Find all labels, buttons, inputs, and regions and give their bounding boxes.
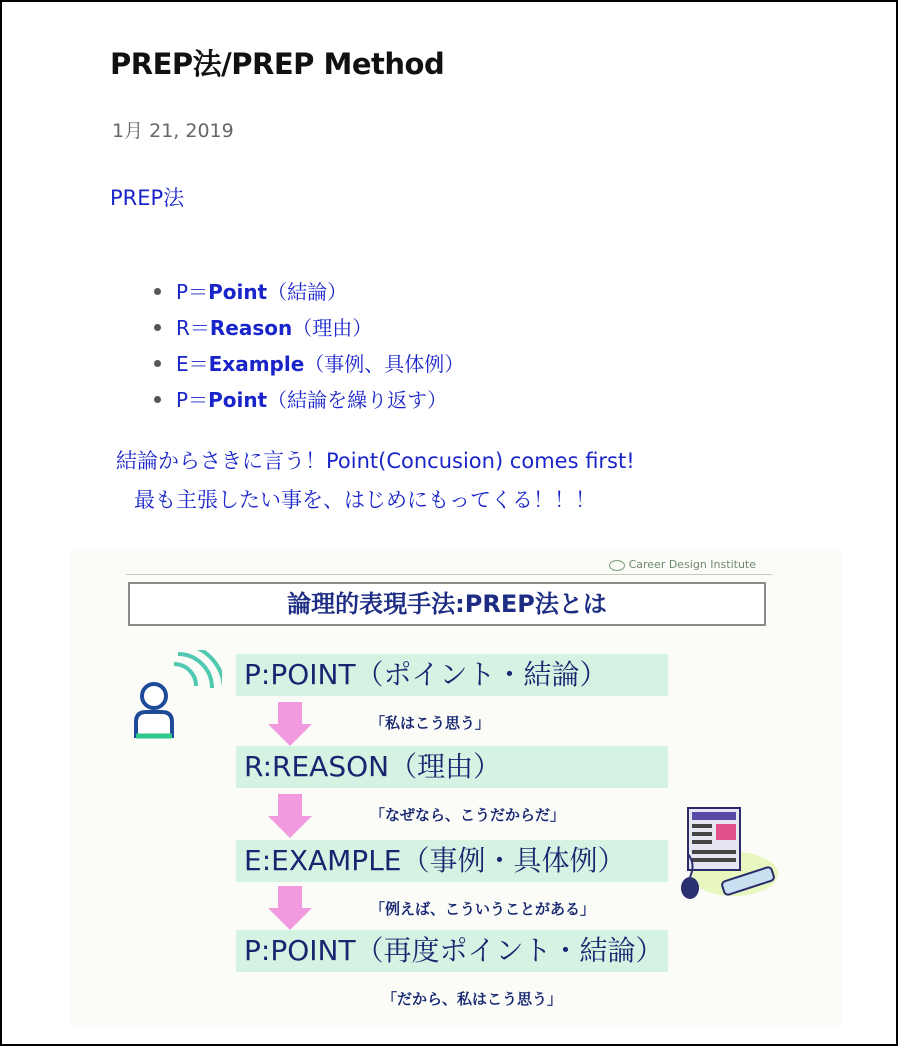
bullet-icon: [154, 324, 161, 331]
step-quote: 「なぜなら、こうだからだ」: [370, 806, 566, 824]
list-item: [154, 274, 464, 310]
lead-line-1: 結論からさきに言う！Point(Concusion) comes first!: [116, 449, 635, 473]
list-item-prefix: R＝: [176, 316, 210, 340]
step-reason: R:REASON（理由）: [236, 746, 668, 788]
brand-label: [609, 558, 756, 571]
bullet-icon: [154, 360, 161, 367]
person-speaking-icon: [132, 650, 222, 742]
list-item-note: （結論を繰り返す）: [267, 388, 448, 412]
post-date: 1月 21, 2019: [112, 120, 234, 142]
section-label: PREP法: [110, 186, 185, 210]
step-quote: 「私はこう思う」: [370, 714, 491, 732]
list-item-term: Point: [208, 280, 268, 304]
post-title: PREP法/PREP Method: [110, 47, 445, 81]
divider: [126, 574, 772, 575]
list-item: [154, 382, 464, 418]
prep-list: [154, 274, 464, 418]
list-item-prefix: P＝: [176, 388, 209, 412]
newspaper-icon: [676, 804, 780, 904]
list-item-term: Example: [208, 352, 305, 376]
list-item-note: （事例、具体例）: [304, 352, 465, 376]
list-item-prefix: E＝: [176, 352, 209, 376]
brand-logo-icon: [609, 560, 625, 571]
prep-slide-image: [70, 548, 842, 1028]
list-item-prefix: P＝: [176, 280, 209, 304]
step-point-repeat: P:POINT（再度ポイント・結論）: [236, 930, 668, 972]
list-item: [154, 310, 464, 346]
down-arrow-icon: [268, 702, 312, 746]
list-item-note: （結論）: [267, 280, 348, 304]
down-arrow-icon: [268, 794, 312, 838]
down-arrow-icon: [268, 886, 312, 930]
slide-title: 論理的表現手法:PREP法とは: [128, 582, 766, 626]
bullet-icon: [154, 288, 161, 295]
step-example: E:EXAMPLE（事例・具体例）: [236, 840, 668, 882]
step-quote: 「例えば、こういうことがある」: [370, 900, 596, 918]
step-point: P:POINT（ポイント・結論）: [236, 654, 668, 696]
lead-line-2: 最も主張したい事を、はじめにもってくる！！！: [134, 488, 596, 512]
brand-text: Career Design Institute: [628, 558, 756, 571]
list-item: [154, 346, 464, 382]
bullet-icon: [154, 396, 161, 403]
list-item-term: Reason: [209, 316, 293, 340]
step-quote: 「だから、私はこう思う」: [382, 990, 563, 1008]
list-item-term: Point: [208, 388, 268, 412]
list-item-note: （理由）: [292, 316, 373, 340]
